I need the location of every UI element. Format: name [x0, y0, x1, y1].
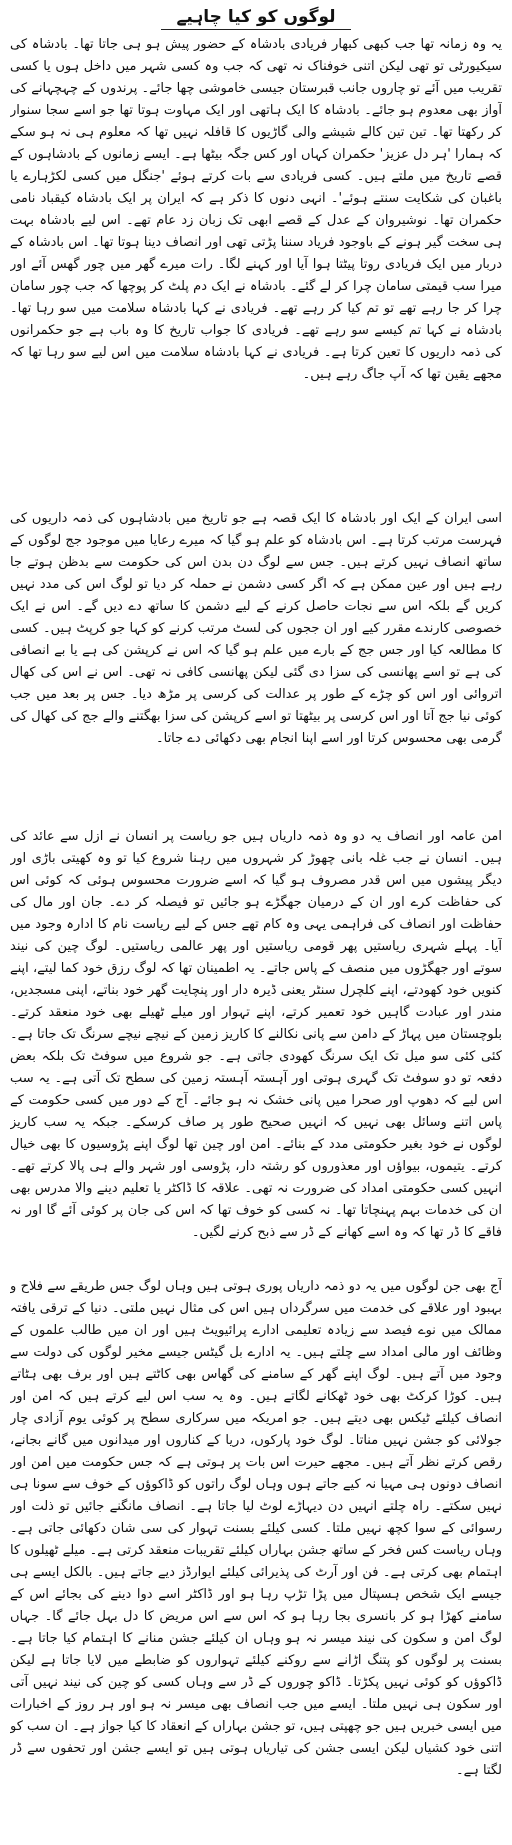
- article-paragraph: امن عامہ اور انصاف یہ دو وہ ذمہ داریاں ہیں جو ریاست پر انسان نے ازل سے عائد کی ہیں۔ انسان نے جب غلہ بانی چھوڑ کر شہروں میں رہنا شروع کیا تو وہ کھیتی باڑی اور دیگر پیشوں میں اس قدر مصروف ہو گیا کہ اسے ضرورت محسوس ہوئی کہ کوئی اس کی حفاظت کرے اور ان کے درمیان جھگڑے ہو جائیں تو فیصلہ کر دے۔ جان اور مال کی حفاظت اور انصاف کی فراہمی یہی وہ کام تھے جس کے لیے ریاست نام کا ادارہ وجود میں آیا۔ پہلے شہری ریاستیں پھر قومی ریاستیں اور پھر عالمی ریاستیں۔ لوگ چین کی نیند سوتے اور جھگڑوں میں منصف کے پاس جاتے۔ یہ اطمینان تھا کہ لوگ رزق خود کما لیتے، اپنے کنویں خود کھودتے، اپنے کلچرل سنٹر یعنی ڈیرہ دار اور پنچایت گھر خود بناتے، اپنی مسجدیں، مندر اور عبادت گاہیں خود تعمیر کرتے، اپنے تہوار اور میلے ٹھیلے بھی خود منعقد کرتے۔ بلوچستان میں پہاڑ کے دامن سے پانی نکالنے کا کاریز زمین کے نیچے نیچے سرنگ تک جاتا ہے۔ کئی کئی سو میل تک ایک سرنگ کھودی جاتی ہے۔ جو شروع میں سوفٹ تک بلکہ بعض دفعہ تو دو سوفٹ تک گہری ہوتی اور آہستہ آہستہ زمین کی سطح تک آتی ہے۔ یہ سب اس لیے کہ دھوپ اور صحرا میں پانی خشک نہ ہو جائے۔ آج کے دور میں کسی حکومت کے پاس اتنے وسائل بھی نہیں کہ انہیں صحیح طور پر صاف کرسکے۔ جبکہ یہ سب کاریز لوگوں نے خود بغیر حکومتی مدد کے بنائے۔ امن اور چین تھا لوگ اپنے پڑوسیوں کا بھی خیال کرتے۔ یتیموں، بیواؤں اور معذوروں کو رشتہ دار، پڑوسی اور شہر والے ہی پالا کرتے تھے۔ انہیں کسی حکومتی امداد کی ضرورت نہ تھی۔ علاقہ کا ڈاکٹر یا تعلیم دینے والا مدرس بھی ان کی خدمات بہم پہنچاتا تھا۔ نہ کسی کو خوف تھا کہ اس کی جان پر کوئی آئے گا اور نہ فاقے کا ڈر تھا کہ وہ اسے کھانے کے ڈر سے ذبح کرنے لگیں۔: [10, 829, 502, 1240]
- article-title: لوگوں کو کیا چاہیے: [176, 7, 336, 27]
- article-paragraph: یہ وہ زمانہ تھا جب کبھی کبھار فریادی بادشاہ کے حضور پیش ہو ہی جاتا تھا۔ بادشاہ کی سیکیورٹی تو تھی لیکن اتنی خوفناک نہ تھی کہ جب وہ کسی شہر میں داخل ہوں یا کسی تقریب میں آئے تو چاروں جانب قبرستان جیسی خاموشی چھا جائے۔ پرندوں کے چہچہانے کی آواز بھی معدوم ہو جائے۔ بادشاہ کا ایک ہاتھی اور ایک مہاوت ہوتا تھا جو اسے سجا سنوار کر رکھتا تھا۔ تین تین کالے شیشے والی گاڑیوں کا قافلہ نہیں تھا کہ معلوم ہی نہ ہو سکے کہ ہمارا 'ہر دل عزیز' حکمران کہاں اور کس جگہ بیٹھا ہے۔ ایسے زمانوں کے بادشاہوں کے قصے تاریخ میں ملتے ہیں۔ کسی فریادی سے بات کرتے ہوئے 'جنگل میں کسی لکڑہارے یا باغبان کی شکایت سنتے ہوئے'۔ انہی دنوں کا ذکر ہے کہ ایران پر ایک بادشاہ کیقباد نامی حکمران تھا۔ نوشیروان کے عدل کے قصے ابھی تک زبان زد عام تھے۔ اس لیے بادشاہ بہت ہی سخت گیر ہونے کے باوجود فریاد سننا پڑتی تھی اور انصاف دینا ہوتا تھا۔ اس بادشاہ کے دربار میں ایک فریادی روتا پیٹتا ہوا آیا اور کہنے لگا۔ رات میرے گھر میں چور گھس آئے اور میرا سب قیمتی سامان چرا کر لے گئے۔ بادشاہ نے ایک دم پلٹ کر پوچھا کہ جب چور سامان چرا کر جا رہے تھے تو تم کیا کر رہے تھے۔ فریادی نے کہا بادشاہ سلامت میں سو رہا تھا۔ بادشاہ نے کہا تم کیسے سو رہے تھے۔ فریادی کا جواب تاریخ کا وہ باب ہے جو حکمرانوں کی ذمہ داریوں کا تعین کرتا ہے۔ فریادی نے کہا بادشاہ سلامت میں اس لیے سو رہا تھا کہ مجھے یقین تھا کہ آپ جاگ رہے ہیں۔: [10, 37, 502, 382]
- title-underline: [161, 29, 351, 30]
- article-paragraph: آج بھی جن لوگوں میں یہ دو ذمہ داریاں پوری ہوتی ہیں وہاں لوگ جس طریقے سے فلاح و بہبود اور علاقے کی خدمت میں سرگرداں ہیں اس کی مثال نہیں ملتی۔ دنیا کے ترقی یافتہ ممالک میں نوے فیصد سے زیادہ تعلیمی ادارے پرائیویٹ ہیں اور ان میں طالب علموں کے وظائف اور مالی امداد سے چلتے ہیں۔ یہ ادارے بل گیٹس جیسے مخیر لوگوں کی دولت سے وجود میں آتے ہیں۔ لوگ اپنے گھر کے سامنے کی گھاس بھی کاٹتے ہیں اور برف بھی ہٹاتے ہیں۔ کوڑا کرکٹ بھی خود ٹھکانے لگاتے ہیں۔ وہ یہ سب اس لیے کرتے ہیں کہ امن اور انصاف کیلئے ٹیکس بھی دیتے ہیں۔ جو امریکہ میں سرکاری سطح پر کوئی یوم آزادی چار جولائی کو جشن نہیں مناتا۔ لوگ خود پارکوں، دریا کے کناروں اور میدانوں میں گانے بجانے، رقص کرتے نظر آتے ہیں۔ مجھے حیرت اس بات پر ہوتی ہے کہ جس حکومت میں امن اور انصاف دونوں ہی مہیا نہ کیے جاتے ہوں وہاں لوگ راتوں کو ڈاکوؤں کے خوف سے سونا ہی نہیں سکتے۔ راہ چلتے انہیں دن دیہاڑے لوٹ لیا جاتا ہے۔ انصاف مانگنے جائیں تو ذلت اور رسوائی کے سوا کچھ نہیں ملتا۔ کسی کیلئے بسنت تہوار کی سی شان دکھائی جاتی ہے۔ وہاں ریاست کس فخر کے ساتھ جشن بہاراں کیلئے تقریبات منعقد کرتی ہے۔ میلے ٹھیلوں کا اہتمام بھی کرتی ہے۔ فن اور آرٹ کی پذیرائی کیلئے ایوارڈز دیے جاتے ہیں۔ بالکل ایسے ہی جیسے ایک شخص ہسپتال میں پڑا تڑپ رہا ہو اور ڈاکٹر اسے دوا دینے کی بجائے اس کے سامنے کھڑا ہو کر بانسری بجا رہا ہو کہ اس سے اس مریض کا دل بہل جائے گا۔ جہاں لوگ امن و سکون کی نیند میسر نہ ہو وہاں ان کیلئے جشن منانے کا اہتمام کیا جاتا ہے۔ بسنت پر لوگوں کو پتنگ اڑانے سے روکنے کیلئے تہواروں کو ضابطے میں لایا جاتا ہے لیکن ڈاکوؤں کو کوئی نہیں پکڑتا۔ ڈاکو چوروں کے ڈر سے وہاں کسی کو چین کی نیند نہیں آتی اور سکون ہی نہیں ملتا۔ ایسے میں جب انصاف بھی میسر نہ ہو اور ہر روز کے اخبارات میں ایسی خبریں ہیں جو چھپتی ہیں، تو جشن بہاراں کے انعقاد کا کیا جواز ہے۔ ان سب کو اتنی خود کشیاں لیکن ایسی جشن کی تیاریاں ہوتی ہیں تو ایسے جشن اور تحفوں سے ڈر لگتا ہے۔: [10, 1279, 502, 1778]
- article-paragraph: اسی ایران کے ایک اور بادشاہ کا ایک قصہ ہے جو تاریخ میں بادشاہوں کی ذمہ داریوں کی فہرست مرتب کرتا ہے۔ اس بادشاہ کو علم ہو گیا کہ میرے رعایا میں موجود جج لوگوں کے ساتھ انصاف نہیں کرتے ہیں۔ جس سے لوگ دن بدن اس کی حکومت سے بدظن ہوتے جا رہے ہیں اور عین ممکن ہے کہ اگر کسی دشمن نے حملہ کر دیا تو لوگ اس کی مدد نہیں کریں گے بلکہ اس سے نجات حاصل کرنے کے لیے دشمن کا ساتھ دے دیں گے۔ اس نے ایک خصوصی کارندے مقرر کیے اور ان ججوں کی لسٹ مرتب کرنے کو کہا جو کرپٹ ہیں۔ کسی کا مطالعہ کیا اور جس جج کے بارے میں علم ہو گیا کہ اس نے کرپشن کی ہے یا بے انصافی کی ہے تو اسے پھانسی کی سزا دی گئی لیکن پھانسی کافی نہ تھی۔ اس نے اس کی کھال اتروائی اور اس کو چڑے کے طور پر عدالت کی کرسی پر مڑھ دیا۔ جس پر بعد میں جب کوئی نیا جج آتا اور اس کرسی پر بیٹھتا تو اسے کرپشن کی سزا بھگتنے والے جج کی کھال کی گرمی بھی محسوس کرتا اور اسے اپنا انجام بھی دکھائی دے جاتا۔: [10, 511, 502, 746]
